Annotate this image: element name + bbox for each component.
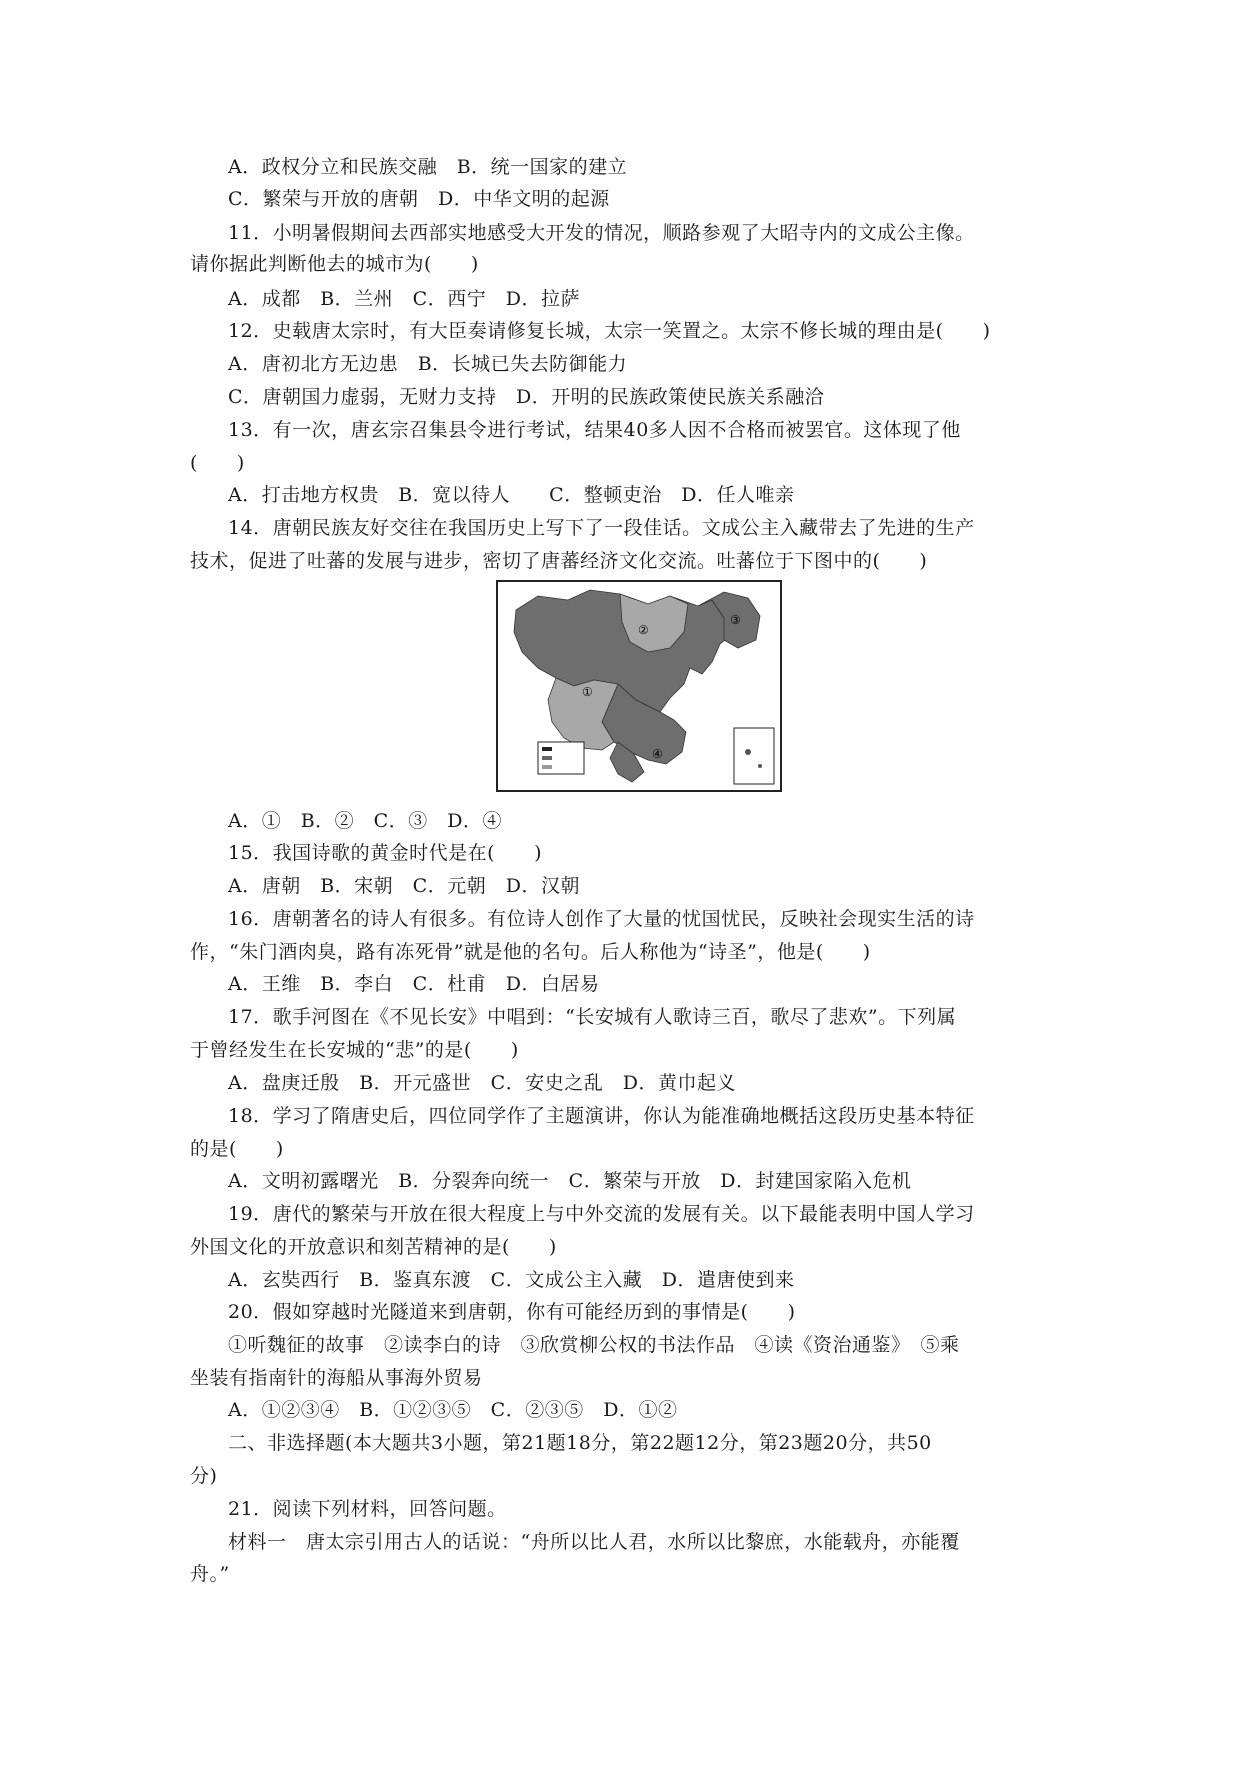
q12-options-ab: A．唐初北方无边患 B．长城已失去防御能力 xyxy=(228,353,628,375)
q20-options: A．①②③④ B．①②③⑤ C．②③⑤ D．①② xyxy=(228,1399,678,1421)
map-inset-island xyxy=(745,749,751,755)
q10-options-ab: A．政权分立和民族交融 B．统一国家的建立 xyxy=(228,156,628,178)
q21-stem: 21．阅读下列材料，回答问题。 xyxy=(228,1498,507,1520)
q17-options: A．盘庚迁殷 B．开元盛世 C．安史之乱 D．黄巾起义 xyxy=(228,1072,736,1094)
section2-heading-line2: 分) xyxy=(190,1465,218,1487)
q16-stem-line2: 作，“朱门酒肉臭，路有冻死骨”就是他的名句。后人称他为“诗圣”，他是( ) xyxy=(190,941,871,963)
map-inset-island xyxy=(758,764,762,768)
q13-stem-line2: ( ) xyxy=(190,452,245,474)
map-legend-swatch xyxy=(542,747,552,751)
q11-stem-line1: 11．小明暑假期间去西部实地感受大开发的情况，顺路参观了大昭寺内的文成公主像。 xyxy=(228,222,975,244)
map-legend-swatch xyxy=(542,765,552,769)
map-marker-3: ③ xyxy=(730,613,741,627)
q19-stem-line1: 19．唐代的繁荣与开放在很大程度上与中外交流的发展有关。以下最能表明中国人学习 xyxy=(228,1203,975,1225)
map-marker-2: ② xyxy=(638,623,649,637)
q20-stem: 20．假如穿越时光隧道来到唐朝，你有可能经历到的事情是( ) xyxy=(228,1301,796,1323)
q17-stem-line2: 于曾经发生在长安城的“悲”的是( ) xyxy=(190,1039,519,1061)
q15-options: A．唐朝 B．宋朝 C．元朝 D．汉朝 xyxy=(228,875,580,897)
q18-stem-line2: 的是( ) xyxy=(190,1138,284,1160)
q11-options: A．成都 B．兰州 C．西宁 D．拉萨 xyxy=(228,288,580,310)
q13-stem-line1: 13．有一次，唐玄宗召集县令进行考试，结果40多人因不合格而被罢官。这体现了他 xyxy=(228,419,961,441)
q18-stem-line1: 18．学习了隋唐史后，四位同学作了主题演讲，你认为能准确地概括这段历史基本特征 xyxy=(228,1105,975,1127)
tang-dynasty-map xyxy=(496,580,782,792)
q10-options-cd: C．繁荣与开放的唐朝 D．中华文明的起源 xyxy=(228,188,610,210)
q21-material1-line2: 舟。” xyxy=(190,1563,230,1585)
map-marker-4: ④ xyxy=(652,747,663,761)
q13-options: A．打击地方权贵 B．宽以待人 C．整顿吏治 D．任人唯亲 xyxy=(228,484,795,506)
q12-stem: 12．史载唐太宗时，有大臣奏请修复长城，太宗一笑置之。太宗不修长城的理由是( ) xyxy=(228,320,991,342)
map-marker-1: ① xyxy=(582,685,593,699)
q20-items-line2: 坐装有指南针的海船从事海外贸易 xyxy=(190,1367,483,1389)
q14-stem-line2: 技术，促进了吐蕃的发展与进步，密切了唐蕃经济文化交流。吐蕃位于下图中的( ) xyxy=(190,550,928,572)
q14-options: A．① B．② C．③ D．④ xyxy=(228,810,502,832)
q11-stem-line2: 请你据此判断他去的城市为( ) xyxy=(190,253,479,275)
q21-material1-line1: 材料一 唐太宗引用古人的话说：“舟所以比人君，水所以比黎庶，水能载舟，亦能覆 xyxy=(228,1531,960,1553)
q19-options: A．玄奘西行 B．鉴真东渡 C．文成公主入藏 D．遣唐使到来 xyxy=(228,1269,795,1291)
q20-items-line1: ①听魏征的故事 ②读李白的诗 ③欣赏柳公权的书法作品 ④读《资治通鉴》 ⑤乘 xyxy=(228,1334,960,1356)
q17-stem-line1: 17．歌手河图在《不见长安》中唱到：“长安城有人歌诗三百，歌尽了悲欢”。下列属 xyxy=(228,1006,957,1028)
q15-stem: 15．我国诗歌的黄金时代是在( ) xyxy=(228,842,543,864)
map-graphic xyxy=(498,582,780,790)
q18-options: A．文明初露曙光 B．分裂奔向统一 C．繁荣与开放 D．封建国家陷入危机 xyxy=(228,1170,912,1192)
map-inset-south-china-sea xyxy=(734,728,774,784)
map-legend-swatch xyxy=(542,756,552,760)
q19-stem-line2: 外国文化的开放意识和刻苦精神的是( ) xyxy=(190,1236,557,1258)
q12-options-cd: C．唐朝国力虚弱，无财力支持 D．开明的民族政策使民族关系融洽 xyxy=(228,386,825,408)
q16-options: A．王维 B．李白 C．杜甫 D．白居易 xyxy=(228,973,600,995)
q14-stem-line1: 14．唐朝民族友好交往在我国历史上写下了一段佳话。文成公主入藏带去了先进的生产 xyxy=(228,517,975,539)
q16-stem-line1: 16．唐朝著名的诗人有很多。有位诗人创作了大量的忧国忧民，反映社会现实生活的诗 xyxy=(228,908,975,930)
section2-heading-line1: 二、非选择题(本大题共3小题，第21题18分，第22题12分，第23题20分，共50 xyxy=(228,1432,932,1454)
